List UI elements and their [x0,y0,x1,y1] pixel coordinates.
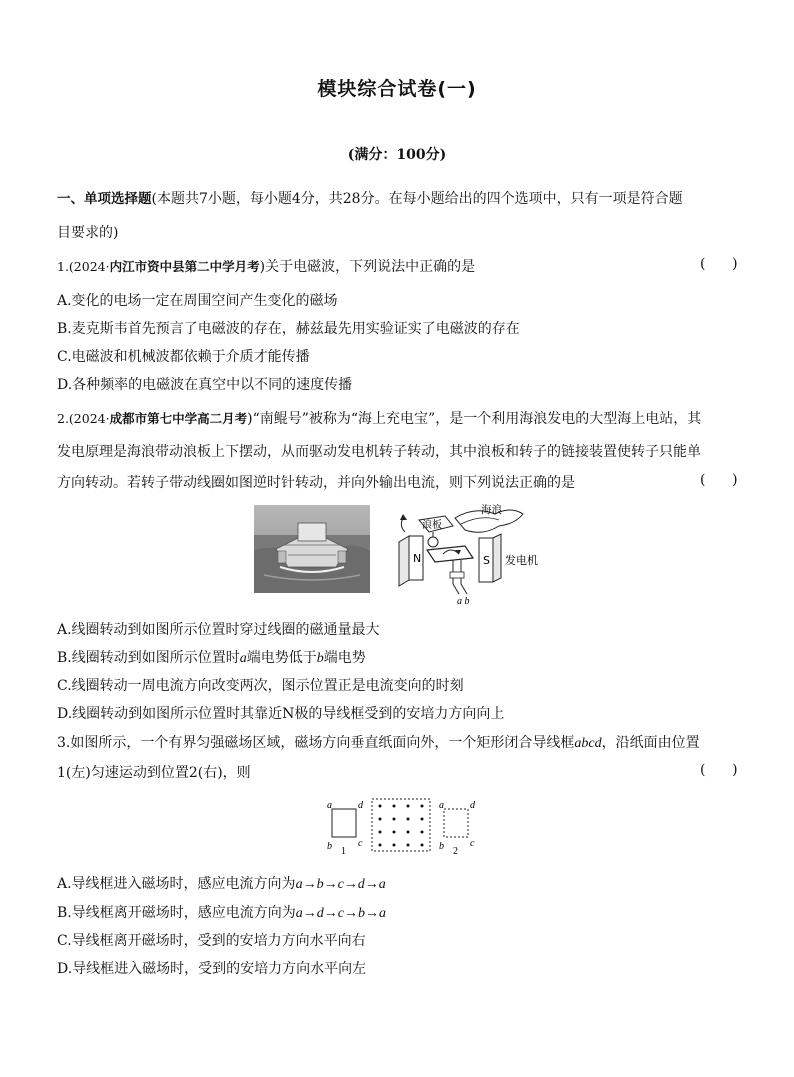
label-s: S [483,554,490,567]
label-board: 浪板 [422,520,442,531]
q2-stem-1 [57,408,701,428]
frame2-corner-b: b [439,841,444,852]
q3-stem-1-post: ，沿纸面由位置 [601,735,700,751]
q2-option-a [57,619,380,639]
q3-option-a-path: a→b→c→d→a [295,877,386,892]
q3-option-b-path: a→d→c→b→a [295,906,386,921]
q2-option-b-var-b: b [316,651,324,666]
q3-stem-2: 1(左)匀速运动到位置2(右)，则 [57,765,251,781]
power-station-photo [254,505,370,593]
section-heading: 一、单项选择题 [57,191,152,207]
q3-stem-1-pre: 3.如图所示，一个有界匀强磁场区域，磁场方向垂直纸面向外，一个矩形闭合导线框 [57,735,575,751]
generator-diagram [395,500,555,608]
magnetic-field-diagram [320,795,480,857]
label-generator: 发电机 [505,554,538,567]
q2-source: 成都市第七中学高二月考 [109,411,248,426]
frame1-corner-c: c [358,838,363,849]
q3-answer-paren: ( ) [700,762,738,778]
frame2-corner-a: a [439,800,444,811]
q3-option-c [57,930,366,950]
q2-option-c [57,675,464,695]
q1-option-b: B.麦克斯韦首先预言了电磁波的存在，赫兹最先用实验证实了电磁波的存在 [57,321,520,337]
q1-answer-paren: ( ) [700,256,738,272]
q3-stem-1 [57,732,700,752]
q2-option-b-post: 端电势 [323,650,366,666]
q1-option-d: D.各种频率的电磁波在真空中以不同的速度传播 [57,377,353,393]
section-heading-line [57,187,683,208]
label-ab: a b [457,596,470,607]
q3-option-d [57,958,366,978]
frame1-corner-d: d [358,800,363,811]
q1-option-c: C.电磁波和机械波都依赖于介质才能传播 [57,349,310,365]
q2-option-b-var-a: a [239,651,247,666]
full-score: (满分：100分) [347,147,447,163]
q3-option-a [57,873,386,893]
q2-stem-text-1: )“南鲲号”被称为“海上充电宝”，是一个利用海浪发电的大型海上电站，其 [247,411,702,427]
label-wave: 海浪 [481,504,502,516]
page-title: 模块综合试卷(一) [317,78,477,100]
frame1-corner-a: a [327,800,332,811]
q3-option-c-text: C.导线框离开磁场时，受到的安培力方向水平向右 [57,933,366,949]
q2-number: 2.(2024· [57,411,110,426]
q2-answer-paren: ( ) [700,472,738,488]
q2-stem-3: 方向转动。若转子带动线圈如图逆时针转动，并向外输出电流，则下列说法正确的是 [57,475,575,491]
frame1-corner-b: b [327,841,332,852]
q1-source: 内江市资中县第二中学月考 [109,259,260,274]
q1-stem-text: )关于电磁波，下列说法中正确的是 [259,259,476,275]
q2-option-a-text: A.线圈转动到如图所示位置时穿过线圈的磁通量最大 [57,622,380,638]
position-1-label: 1 [341,846,346,857]
q2-option-b-mid: 端电势低于 [246,650,317,666]
q3-option-b-text: B.导线框离开磁场时，感应电流方向为 [57,905,296,921]
q3-option-d-text: D.导线框进入磁场时，受到的安培力方向水平向左 [57,961,367,977]
q2-option-c-text: C.线圈转动一周电流方向改变两次，图示位置正是电流变向的时刻 [57,678,464,694]
field-dots [379,805,424,847]
frame2-corner-d: d [470,800,475,811]
q1-option-a: A.变化的电场一定在周围空间产生变化的磁场 [57,293,338,309]
section-desc-1: (本题共7小题，每小题4分，共28分。在每小题给出的四个选项中，只有一项是符合题 [151,191,683,207]
q2-option-b-text: B.线圈转动到如图所示位置时 [57,650,240,666]
q1-number: 1.(2024· [57,259,110,274]
q3-option-b [57,902,386,922]
q2-option-b [57,647,366,667]
q3-stem-var: abcd [574,736,602,751]
q2-stem-2: 发电原理是海浪带动浪板上下摆动，从而驱动发电机转子转动，其中浪板和转子的链接装置使转子只能单 [57,444,701,460]
frame2-corner-c: c [470,838,475,849]
position-2-label: 2 [453,846,458,857]
label-n: N [413,552,422,565]
q3-option-a-text: A.导线框进入磁场时，感应电流方向为 [57,876,296,892]
section-desc-2: 目要求的) [57,225,119,241]
q2-option-d [57,703,504,723]
q1-stem [57,256,475,276]
q2-option-d-text: D.线圈转动到如图所示位置时其靠近N极的导线框受到的安培力方向向上 [57,706,505,722]
